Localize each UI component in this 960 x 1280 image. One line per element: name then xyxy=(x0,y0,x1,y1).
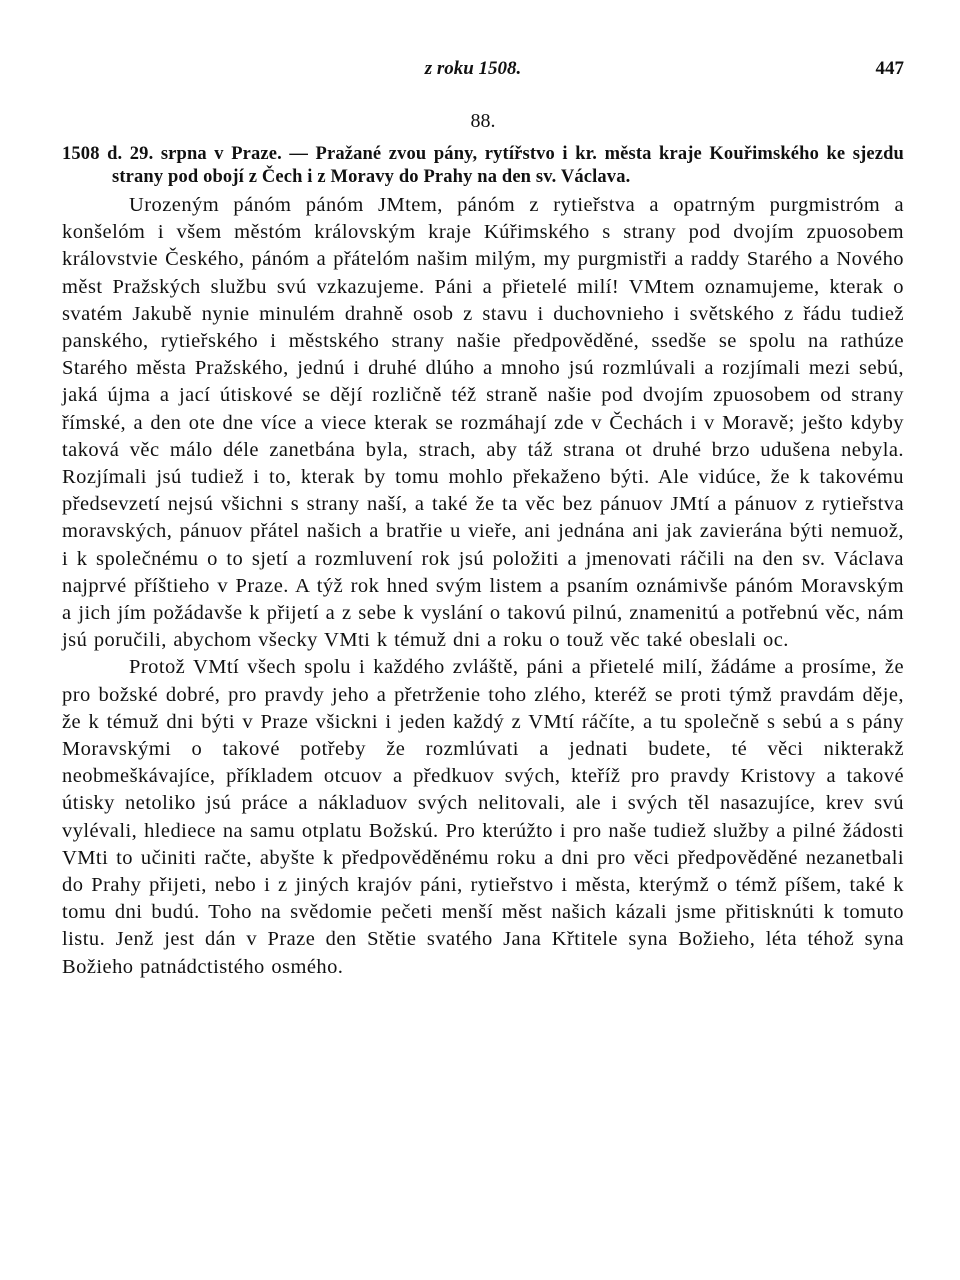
running-title: z roku 1508. xyxy=(424,58,522,79)
body-paragraph-2: Protož VMtí všech spolu i každého zvláště, páni a přietelé milí, žádáme a prosíme, že pro božské dobré, pro pravdy jeho a přetrženie toho zlého, kteréž se proti týmž pravdám děje, že k témuž dni býti v Praze všickni i jeden každý z VMtí ráčíte, a tu společně s sebú a s pány Moravskými o takové potřeby že rozmlúvati a jednati budete, té věci nikterakž neobmeškávajíce, příkladem otcuov a předkuov svých, kteříž pro pravdy Kristovy a takové útisky netoliko jsú práce a nákladuov svých nelitovali, ale i svých těl nasazujíce, krev svú vylévali, hlediece na samu otplatu Božskú. Pro kterúžto i pro naše tudiež služby a pilné žádosti VMti to učiniti račte, abyšte k předpověděnému roku a dni pro věci předpověděné nezanetbali do Prahy přijeti, nebo i z jiných krajóv páni, rytieřstvo i města, kterýmž o témž píšem, také k tomu dni budú. Toho na svědomie pečeti menší měst našich kázali jsme přitisknúti k tomuto listu. Jenž jest dán v Praze den Stětie svatého Jana Křtitele syna Božieho, léta téhož syna Božieho patnádctistého osmého. xyxy=(62,656,904,978)
body-paragraph-1: Urozeným pánóm pánóm JMtem, pánóm z rytieřstva a opatrným purgmistróm a konšelóm i všem městóm královským kraje Kúřimského s strany pod dvojím zpuosobem královstvie Českého, pánóm a přátelóm našim milým, my purgmistři a raddy Starého a Nového měst Pražských službu svú vzkazujeme. Páni a přietelé milí! VMtem oznamujeme, kterak o svatém Jakubě nynie minulém drahně osob z stavu i duchovnieho i světského z řádu tudiež panského, rytieřského i městského strany našie předpověděné, ssedše se spolu na rathúze Starého města Pražského, jednú i druhé dlúho a mnoho jsú rozmlúvali a rozjímali mezi sebú, jaká újma a jací útiskové se dějí rozličně též straně našie pod dvojím zpuosobem od strany římské, a den ote dne více a viece kterak se rozmáhají zde v Čechách i v Moravě; ješto kdyby taková věc málo déle zanetbána byla, strach, aby táž strana ot druhé brzo udušena nebyla. Rozjímali jsú tudiež i to, kterak by tomu mohlo překaženo býti. Ale vidúce, že k takovému předsevzetí nejsú všichni s strany naší, a také že ta věc bez pánuov JMtí a pánuov z rytieřstva moravských, pánuov přátel našich a bratřie u vieře, ani jednána ani jak zavierána býti nemuož, i k společnému o to sjetí a rozmluvení rok jsú položiti a jmenovati ráčili na den sv. Václava najprvé příštieho v Praze. A týž rok hned svým listem a psaním oznámivše pánóm Moravským a jich jím požádavše k přijetí a z sebe k vyslání o takovú pilnú, znamenitú a potřebnú věc, nám jsú poručili, abychom všecky VMti k témuž dni a roku o touž věc také obeslali oc. xyxy=(62,194,904,652)
document-regest: 1508 d. 29. srpna v Praze. — Pražané zvou pány, rytířstvo i kr. města kraje Kouřimského ke sjezdu strany pod obojí z Čech i z Moravy do Prahy na den sv. Václava. xyxy=(62,144,904,187)
running-head xyxy=(62,58,904,88)
document-number: 88. xyxy=(470,110,496,132)
book-page xyxy=(62,58,904,981)
page-number: 447 xyxy=(875,58,904,79)
